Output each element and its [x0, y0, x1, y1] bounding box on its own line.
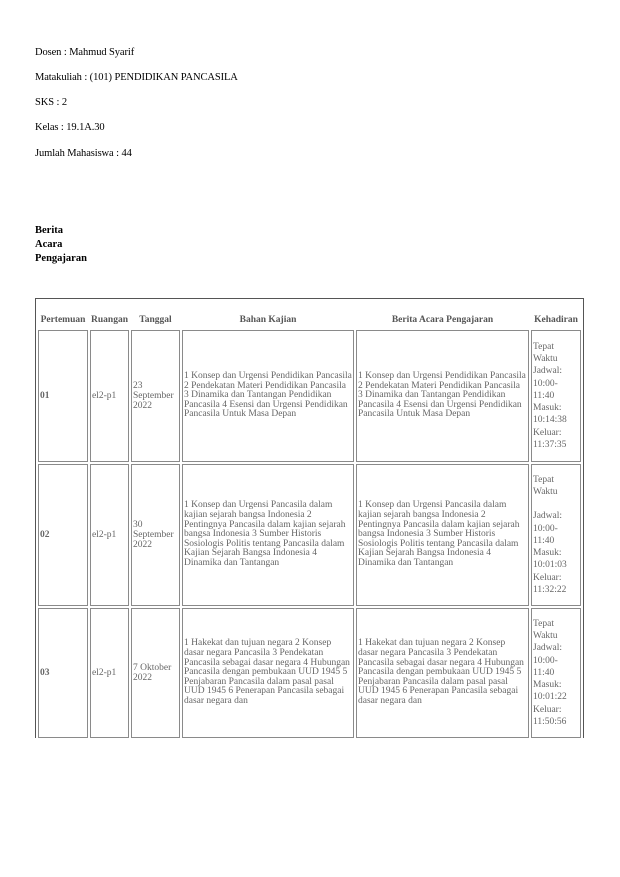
cell-pertemuan: 03 [38, 608, 88, 738]
jadwal-value: 10:00-11:40 [533, 655, 558, 678]
table-row [38, 464, 581, 606]
jumlah-mahasiswa-line: Jumlah Mahasiswa : 44 [35, 148, 132, 159]
col-kehadiran: Kehadiran [534, 315, 578, 325]
cell-ruangan: el2-p1 [90, 464, 129, 606]
cell-berita-acara: 1 Hakekat dan tujuan negara 2 Konsep dasar negara Pancasila 3 Pendekatan Pancasila sebagai dasar negara 4 Hubungan Pancasila dengan pembukaan UUD 1945 5 Penjabaran Pancasila dalam pasal pasal UUD 1945 6 Penerapan Pancasila sebagai dasar negara dan [356, 608, 529, 738]
cell-pertemuan: 01 [38, 330, 88, 462]
table-row [38, 608, 581, 738]
document-title [35, 224, 87, 266]
keluar-value: 11:50:56 [533, 716, 567, 727]
masuk-label: Masuk: [533, 403, 562, 414]
jadwal-label: Jadwal: [533, 511, 563, 522]
masuk-value: 10:01:03 [533, 560, 567, 571]
table-right-border [583, 298, 584, 738]
cell-tanggal: 7 Oktober 2022 [131, 608, 180, 738]
cell-tanggal: 23 September 2022 [131, 330, 180, 462]
keluar-label: Keluar: [533, 704, 562, 715]
cell-berita-acara: 1 Konsep dan Urgensi Pancasila dalam kajian sejarah bangsa Indonesia 2 Pentingnya Pancasila dalam kajian sejarah bangsa Indonesia 3 Sumber Historis Sosiologis Politis tentang Pancasila dalam Kajian Sejarah Bangsa Indonesia 4 Dinamika dan Tantangan [356, 464, 529, 606]
cell-berita-acara: 1 Konsep dan Urgensi Pendidikan Pancasila 2 Pendekatan Materi Pendidikan Pancasila 3 Dinamika dan Tantangan Pendidikan Pancasila 4 Esensi dan Urgensi Pendidikan Pancasila Untuk Masa Depan [356, 330, 529, 462]
jadwal-value: 10:00-11:40 [533, 523, 558, 546]
keluar-value: 11:32:22 [533, 584, 567, 595]
cell-kehadiran [531, 608, 581, 738]
cell-kehadiran [531, 464, 581, 606]
jadwal-label: Jadwal: [533, 643, 563, 654]
col-bahan-kajian: Bahan Kajian [239, 315, 297, 325]
cell-bahan-kajian: 1 Hakekat dan tujuan negara 2 Konsep dasar negara Pancasila 3 Pendekatan Pancasila sebagai dasar negara 4 Hubungan Pancasila dengan pembukaan UUD 1945 5 Penjabaran Pancasila dalam pasal pasal UUD 1945 6 Penerapan Pancasila sebagai dasar negara dan [182, 608, 354, 738]
cell-pertemuan: 02 [38, 464, 88, 606]
jadwal-value: 10:00-11:40 [533, 378, 558, 401]
dosen-line: Dosen : Mahmud Syarif [35, 47, 135, 58]
sks-line: SKS : 2 [35, 97, 67, 108]
col-pertemuan: Pertemuan [40, 315, 86, 325]
keluar-value: 11:37:35 [533, 439, 567, 450]
cell-bahan-kajian: 1 Konsep dan Urgensi Pendidikan Pancasila 2 Pendekatan Materi Pendidikan Pancasila 3 Dinamika dan Tantangan Pendidikan Pancasila 4 Esensi dan Urgensi Pendidikan Pancasila Untuk Masa Depan [182, 330, 354, 462]
table-row [38, 330, 581, 462]
col-tanggal: Tanggal [139, 315, 172, 325]
title-word-1: Berita [35, 225, 63, 236]
cell-bahan-kajian: 1 Konsep dan Urgensi Pancasila dalam kajian sejarah bangsa Indonesia 2 Pentingnya Pancasila dalam kajian sejarah bangsa Indonesia 3 Sumber Historis Sosiologis Politis tentang Pancasila dalam Kajian Sejarah Bangsa Indonesia 4 Dinamika dan Tantangan [182, 464, 354, 606]
masuk-label: Masuk: [533, 680, 562, 691]
matakuliah-line: Matakuliah : (101) PENDIDIKAN PANCASILA [35, 72, 238, 83]
status-text: Tepat Waktu [533, 619, 558, 642]
kelas-line: Kelas : 19.1A.30 [35, 122, 105, 133]
masuk-value: 10:14:38 [533, 415, 567, 426]
cell-tanggal: 30 September 2022 [131, 464, 180, 606]
attendance-table [36, 311, 583, 740]
masuk-value: 10:01:22 [533, 692, 567, 703]
cell-ruangan: el2-p1 [90, 608, 129, 738]
jadwal-label: Jadwal: [533, 366, 563, 377]
title-word-2: Acara [35, 239, 63, 250]
cell-ruangan: el2-p1 [90, 330, 129, 462]
cell-kehadiran [531, 330, 581, 462]
table-header-row [38, 313, 581, 328]
keluar-label: Keluar: [533, 427, 562, 438]
spacer [533, 498, 579, 510]
masuk-label: Masuk: [533, 548, 562, 559]
col-berita-acara: Berita Acara Pengajaran [391, 315, 494, 325]
title-word-3: Pengajaran [35, 253, 87, 264]
col-ruangan: Ruangan [91, 315, 128, 325]
status-text: Tepat Waktu [533, 475, 558, 498]
status-text: Tepat Waktu [533, 342, 558, 365]
table-top-border [35, 298, 584, 299]
keluar-label: Keluar: [533, 572, 562, 583]
